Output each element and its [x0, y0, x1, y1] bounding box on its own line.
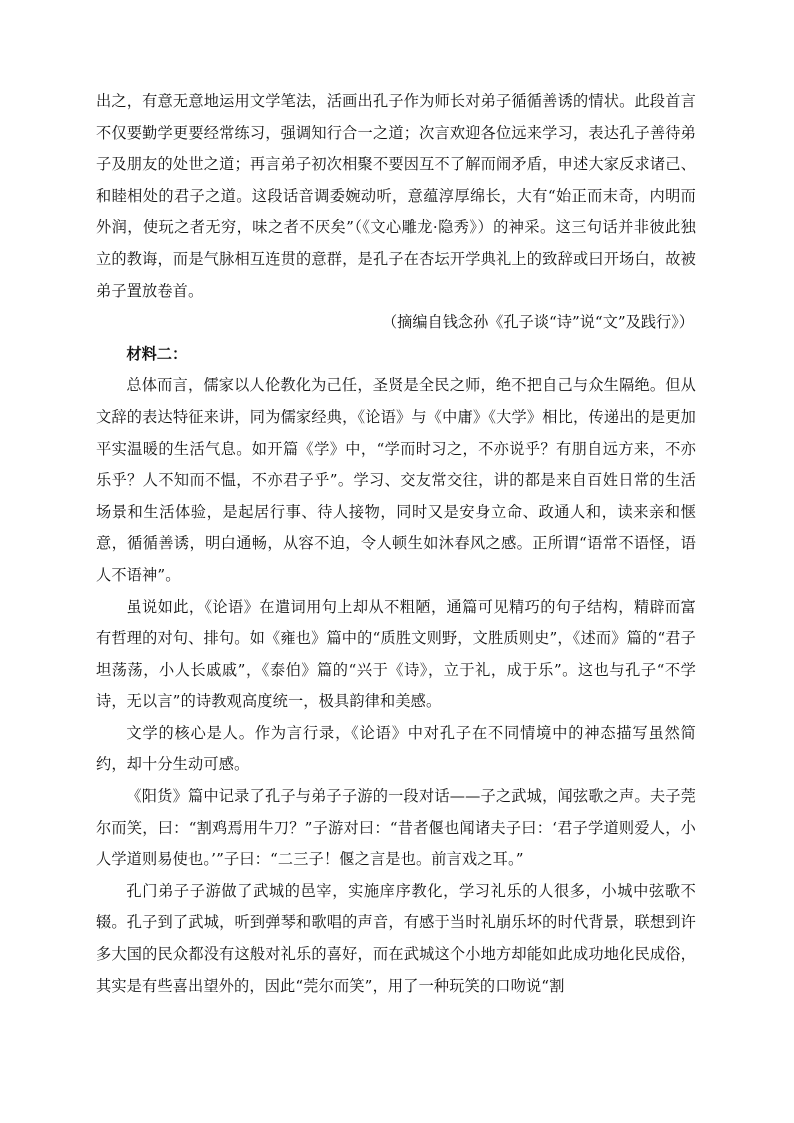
- source-citation: （摘编自钱念孙《孔子谈“诗”说“文”及践行》）: [381, 313, 694, 332]
- body-paragraph-2: 虽说如此，《论语》在遣词用句上却从不粗陋，通篇可见精巧的句子结构，精辟而富有哲理的对句、排句。如《雍也》篇中的“质胜文则野，文胜质则史”，《述而》篇的“君子坦荡荡，小人长戚戚”，《泰伯》篇的“兴于《诗》，立于礼，成于乐”。这也与孔子“不学诗，无以言”的诗教观高度统一，极具韵律和美感。: [96, 597, 696, 711]
- body-paragraph-3: 文学的核心是人。作为言行录，《论语》中对孔子在不同情境中的神态描写虽然简约，却十分生动可感。: [96, 723, 696, 774]
- body-paragraph-5: 孔门弟子子游做了武城的邑宰，实施庠序教化，学习礼乐的人很多，小城中弦歌不辍。孔子到了武城，听到弹琴和歌唱的声音，有感于当时礼崩乐坏的时代背景，联想到许多大国的民众都没有这般对礼乐的喜好，而在武城这个小地方却能如此成功地化民成俗，其实是有些喜出望外的，因此“莞尔而笑”，用了一种玩笑的口吻说“割: [96, 881, 696, 995]
- intro-paragraph: 出之，有意无意地运用文学笔法，活画出孔子作为师长对弟子循循善诱的情状。此段首言不仅要勤学更要经常练习，强调知行合一之道；次言欢迎各位远来学习，表达孔子善待弟子及朋友的处世之道；再言弟子初次相聚不要因互不了解而闹矛盾，申述大家反求诸己、和睦相处的君子之道。这段话音调委婉动听，意蕴淳厚绵长，大有“始正而末奇，内明而外润，使玩之者无穷，味之者不厌矣”（《文心雕龙·隐秀》）的神采。这三句话并非彼此独立的教诲，而是气脉相互连贯的意群，是孔子在杏坛开学典礼上的致辞或曰开场白，故被弟子置放卷首。: [96, 92, 696, 300]
- body-paragraph-1: 总体而言，儒家以人伦教化为己任，圣贤是全民之师，绝不把自己与众生隔绝。但从文辞的表达特征来讲，同为儒家经典，《论语》与《中庸》《大学》相比，传递出的是更加平实温暖的生活气息。如开篇《学》中，“学而时习之，不亦说乎？有朋自远方来，不亦乐乎？人不知而不愠，不亦君子乎”。学习、交友常交往，讲的都是来自百姓日常的生活场景和生活体验，是起居行事、待人接物，同时又是安身立命、政通人和，读来亲和惬意，循循善诱，明白通畅，从容不迫，令人顿生如沐春风之感。正所谓“语常不语怪，语人不语神”。: [96, 376, 696, 584]
- document-page: [96, 86, 696, 1002]
- body-paragraph-4: 《阳货》篇中记录了孔子与弟子子游的一段对话——子之武城，闻弦歌之声。夫子莞尔而笑，曰：“割鸡焉用牛刀？”子游对曰：“昔者偃也闻诸夫子曰：‘君子学道则爱人，小人学道则易使也。’”子曰：“二三子！偃之言是也。前言戏之耳。”: [96, 787, 696, 869]
- section-heading: 材料二：: [126, 344, 188, 363]
